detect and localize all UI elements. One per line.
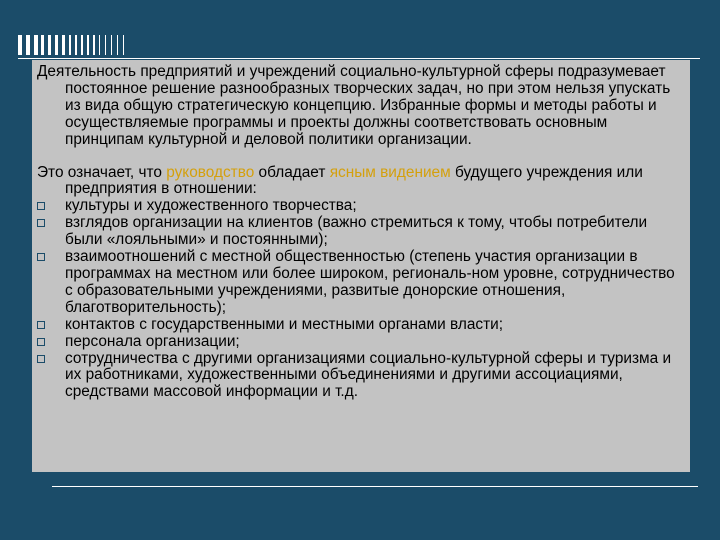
slide-body — [37, 64, 685, 401]
list-item — [37, 215, 685, 249]
list-item — [37, 334, 685, 351]
list-item-text: взаимоотношений с местной общественностью (степень участия организации в программах на местном или более широком, региональ-ном уровне, сотрудничество с образовательными учреждениями, развитые донорские отношения, благотворительность); — [65, 248, 675, 316]
list-item — [37, 351, 685, 402]
hollow-square-icon — [37, 355, 45, 363]
summary-paragraph — [37, 165, 685, 199]
bottom-divider — [52, 486, 698, 487]
list-item-text: культуры и художественного творчества; — [65, 197, 357, 215]
intro-paragraph: Деятельность предприятий и учреждений социально-культурной сферы подразумевает постоянное решение разнообразных творческих задач, но при этом нельзя упускать из вида общую стратегическую концепцию. Избранные формы и методы работы и осуществляемые программы и проекты должны соответствовать основным принципам культурной и деловой политики организации. — [37, 63, 671, 148]
decorative-stripes — [18, 35, 126, 55]
summary-text-2: обладает — [254, 163, 330, 181]
list-item-text: контактов с государственными и местными органами власти; — [65, 315, 504, 333]
hollow-square-icon — [37, 219, 45, 227]
top-divider — [18, 58, 700, 59]
list-item — [37, 249, 685, 317]
summary-text-3: будущего учреждения или предприятия в отношении: — [65, 163, 643, 198]
list-item-text: персонала организации; — [65, 332, 240, 350]
list-item-text: сотрудничества с другими организациями социально-культурной сферы и туризма и их работниками, художественными объединениями и другими ассоциациями, средствами массовой информации и т.д. — [65, 349, 672, 401]
summary-text-1: Это означает, что — [37, 163, 167, 181]
list-item-text: взглядов организации на клиентов (важно стремиться к тому, чтобы потребители были «лояльными» и постоянными); — [65, 214, 648, 249]
list-item — [37, 317, 685, 334]
highlight-leadership: руководство — [166, 163, 255, 181]
hollow-square-icon — [37, 321, 45, 329]
hollow-square-icon — [37, 202, 45, 210]
hollow-square-icon — [37, 253, 45, 261]
bullet-list — [37, 198, 685, 401]
hollow-square-icon — [37, 338, 45, 346]
list-item — [37, 198, 685, 215]
highlight-clear-vision: ясным видением — [329, 163, 451, 181]
